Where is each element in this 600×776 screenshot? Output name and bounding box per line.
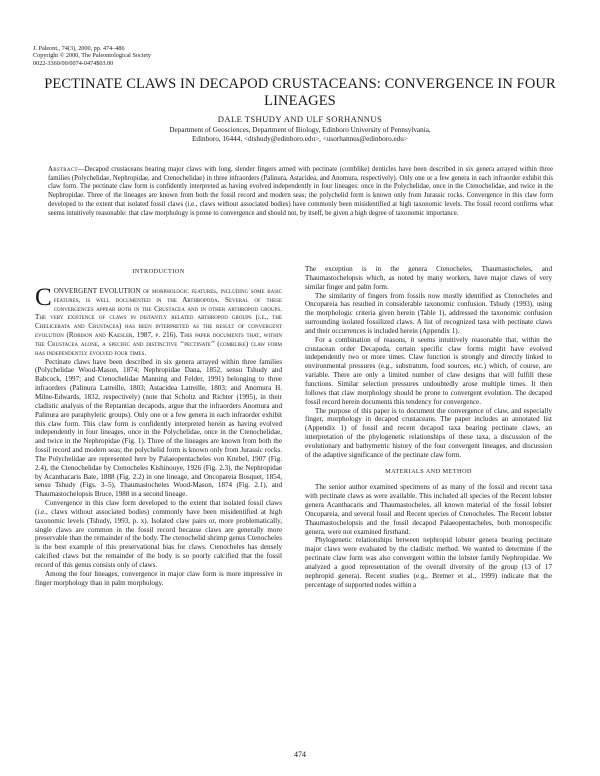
- section-heading-materials: MATERIALS AND METHOD: [385, 467, 472, 475]
- paragraph: The purpose of this paper is to document the convergence of claw, and especially finger, morphology in decapod crustaceans. The paper includes an annotated list (Appendix 1) of fossil and recent decapod taxa bearing pectinate claws, an interpretation of the phylogenetic relationships of these taxa, a discussion of the evolutionary and bathymetric history of the four convergent lineages, and discussion of the adaptive significance of the pectinate claw form.: [305, 406, 552, 459]
- paragraph: For a combination of reasons, it seems intuitively reasonable that, within the crustacean order Decapoda, certain specific claw forms might have evolved independently two or more times. Claw function is strongly and directly linked to environmental pressures (e.g., substratum, food sources, etc.) which, of course, are variable. There are only a limited number of claw designs that will fulfill these functions. Similar selection pressures undoubtedly arose multiple times. It then follows that claw morphology should be prone to convergent evolution. The decapod fossil record herein documents this tendency for convergence.: [305, 335, 552, 406]
- right-column: [305, 265, 552, 590]
- affiliation-line: Department of Geosciences, Department of Biology, Edinboro University of Pennsylvania,: [169, 126, 431, 134]
- copyright-line: Copyright © 2000, The Paleontological Society: [33, 52, 152, 60]
- page-number: 474: [294, 750, 306, 759]
- paragraph: The exception is in the genera Ctenocheles, Thaumastocheles, and Thaumastochelopsis which, as noted by many workers, have major claws of very similar finger and palm form.: [305, 265, 552, 291]
- article-title: PECTINATE CLAWS IN DECAPOD CRUSTACEANS: CONVERGENCE IN FOUR LINEAGES: [44, 76, 556, 109]
- affiliation: [60, 126, 540, 144]
- paragraph: Pectinate claws have been described in six genera arrayed within three families (Polychelidae Wood-Mason, 1874; Nephropidae Dana, 1852, sensu Tshudy and Babcock, 1997; and Ctenochelidae Manning and Felder, 1991) belonging to three infraorders (Palinura Latreille, 1803; Astacidea Latreille, 1803; and Anomura H. Milne-Edwards, 1832, respectively) (note that Scholtz and Richter (1995), in their cladistic analysis of the Reptantian decapods, argue that the infraorders Anomura and Palinura are paraphyletic groups). Only one or a few genera in each infraorder exhibit this claw form. This claw form is confidently interpreted herein as having evolved independently in four lineages, once in the Polychelidae, once in the Ctenochelidae, and twice in the Nephropidae (Fig. 1). Three of the lineages are known from both the fossil record and modern seas; the polychelid form is known only from Jurassic rocks. The Polychelidae are represented here by Palaeopentacheles von Knebel, 1907 (Fig. 2.4), the Ctenochelidae by Ctenocheles Kishinouye, 1926 (Fig. 2.3), the Nephropidae by Acanthacaris Bate, 1888 (Fig. 2.2) in one lineage, and Oncopareia Bosquet, 1854, sensu Tshudy (Figs. 3–5), Thaumastocheles Wood-Mason, 1874 (Fig. 2.1), and Thaumastochelopsis Bruce, 1988 in a second lineage.: [35, 357, 282, 499]
- affiliation-email-line: Edinboro, 16444, <dtshudy@edinboro.edu>, <usorhannus@edinboro.edu>: [192, 135, 408, 143]
- journal-citation: [33, 45, 151, 67]
- authors: DALE TSHUDY AND ULF SORHANNUS: [217, 114, 383, 124]
- paragraph: Among the four lineages, convergence in major claw form is more impressive in finger morphology than in palm morphology.: [35, 569, 282, 587]
- left-column: [35, 268, 282, 588]
- drop-cap: C: [35, 283, 52, 311]
- paragraph: The similarity of fingers from fossils now mostly identified as Ctenocheles and Oncopareia has resulted in considerable taxonomic confusion. Tshudy (1993), using the morphologic criteria given herein (Table 1), addressed the taxonomic confusion surrounding isolated fossilized claws. A list of recognized taxa with pectinate claws and their occurrences is included herein (Appendix 1).: [305, 291, 552, 335]
- issn-line: 0022-3360/00/0074-0474$03.00: [33, 59, 114, 67]
- paragraph: Convergence in this claw form developed to the extent that isolated fossil claws (i.e., claws without associated bodies) commonly have been misidentified at high taxonomic levels (Tshudy, 1993, p. x). Isolated claw pairs or, more problematically, single claws are common in the fossil record because claws are generally more preservable than the remainder of the body. The ctenochelid shrimp genus Ctenocheles is the best example of this preservational bias for claws. Ctenocheles has densely calcified claws but the remainder of the body is so poorly calcified that the fossil record of this genus consists only of claws.: [35, 499, 282, 569]
- abstract: [48, 166, 553, 218]
- paragraph: [35, 283, 282, 358]
- paragraph-text: ONVERGENT EVOLUTION of morphologic features, including some basic features, is well documented in the Arthropoda. Several of these convergences appear both in the Crustacea and in other arthropod groups. The very existence of claws in distantly related arthropod groups (i.e., the Chelicerata and Crustacea) has been interpreted as the result of convergent evolution (Robison and Kaesler, 1987, p. 216). This paper documents that, within the Crustacea alone, a specific and distinctive ‘‘pectinate’’ (comblike) claw form has independently evolved four times.: [35, 286, 282, 357]
- paragraph: The senior author examined specimens of as many of the fossil and recent taxa with pectinate claws as were available. This included all species of the Recent lobster genera Acanthacaris and Thaumastocheles, all known material of the fossil lobster Oncopareia, and several fossil and Recent species of Ctenocheles. The Recent lobster Thaumastochelopsis and the fossil decapod Palaeopentacheles, both monospecific genera, were not examined firsthand.: [305, 483, 552, 536]
- journal-line: J. Paleont., 74(3), 2000, pp. 474–486: [33, 45, 125, 52]
- section-heading-introduction: INTRODUCTION: [132, 268, 185, 275]
- paragraph: Phylogenetic relationships between nephropid lobster genera bearing pectinate major claws were evaluated by the cladistic method. We wanted to determine if the pectinate claw form was also convergent within the lobster family Nephropidae. We analyzed a good representation of the overall diversity of the group (13 of 17 nephropid genera). Recent studies (e.g., Bremer et al., 1999) indicate that the percentage of supported nodes within a: [305, 536, 552, 589]
- abstract-label: Abstract: [48, 166, 78, 173]
- abstract-text: —Decapod crustaceans bearing major claws with long, slender fingers armed with pectinate (comblike) denticles have been described in six genera arrayed within three families (Polychelidae, Nephropidae, and Ctenochelidae) in three infraorders (Palinura, Astacidea, and Anomura, respectively). Only one or a few genera in each infraorder exhibit this claw form. The pectinate claw form is confidently interpreted as having evolved independently in four lineages: once in the Polychelidae, once in the Ctenochelidae, and twice in the Nephropidae. Three of the lineages are known from both the fossil record and modern seas; the polychelid form is known only from Jurassic rocks. Convergence in this claw form developed to the extent that isolated fossil claws (i.e., claws without associated bodies) have commonly been misidentified at high taxonomic levels. The fossil record confirms what seems intuitively reasonable: that claw morphology is prone to convergence and should not, by itself, be given a high degree of taxonomic importance.: [48, 166, 553, 217]
